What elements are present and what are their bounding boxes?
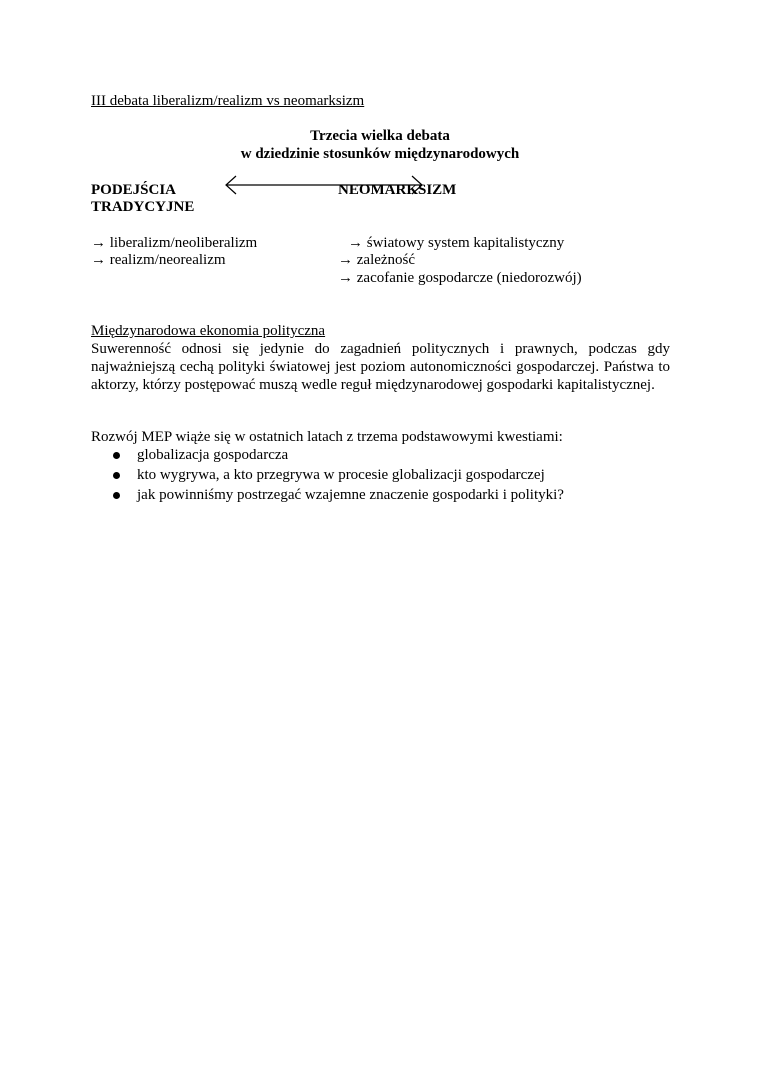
document-header-link[interactable]: III debata liberalizm/realizm vs neomarksizm [91, 93, 365, 109]
bullet-list [91, 445, 564, 505]
list-item-text: kto wygrywa, a kto przegrywa w procesie globalizacji gospodarczej [137, 467, 545, 483]
list-item [91, 465, 564, 485]
heading-traditional-line-1: PODEJŚCIA [91, 182, 177, 198]
right-item-world-system: → światowy system kapitalistyczny [348, 235, 565, 251]
bullet-icon [113, 452, 120, 459]
heading-neomarxism: NEOMARKSIZM [338, 182, 457, 198]
heading-traditional-line-2: TRADYCYJNE [91, 199, 195, 215]
list-item [91, 445, 564, 465]
section-paragraph: Suwerenność odnosi się jedynie do zagadnień politycznych i prawnych, podczas gdy najważniejszą cechą polityki światowej jest poziom autonomiczności gospodarczej. Państwa to aktorzy, którzy postępować muszą wedle reguł międzynarodowej gospodarki kapitalistycznej. [91, 341, 670, 393]
left-item-realism: → realizm/neorealizm [91, 252, 226, 268]
list-item-text: globalizacja gospodarcza [137, 447, 289, 463]
bullet-icon [113, 472, 120, 479]
list-item [91, 485, 564, 505]
list-item-text: jak powinniśmy postrzegać wzajemne znaczenie gospodarki i polityki? [137, 487, 564, 503]
title-line-2: w dziedzinie stosunków międzynarodowych [240, 146, 520, 162]
right-item-underdevelopment: → zacofanie gospodarcze (niedorozwój) [338, 270, 582, 286]
double-arrow-icon [222, 175, 428, 197]
title-line-1: Trzecia wielka debata [310, 128, 450, 144]
section-heading: Międzynarodowa ekonomia polityczna [91, 323, 326, 339]
section-intro: Rozwój MEP wiąże się w ostatnich latach z trzema podstawowymi kwestiami: [91, 429, 563, 445]
right-item-dependency: → zależność [338, 252, 416, 268]
left-item-liberalism: → liberalizm/neoliberalizm [91, 235, 258, 251]
bullet-icon [113, 492, 120, 499]
